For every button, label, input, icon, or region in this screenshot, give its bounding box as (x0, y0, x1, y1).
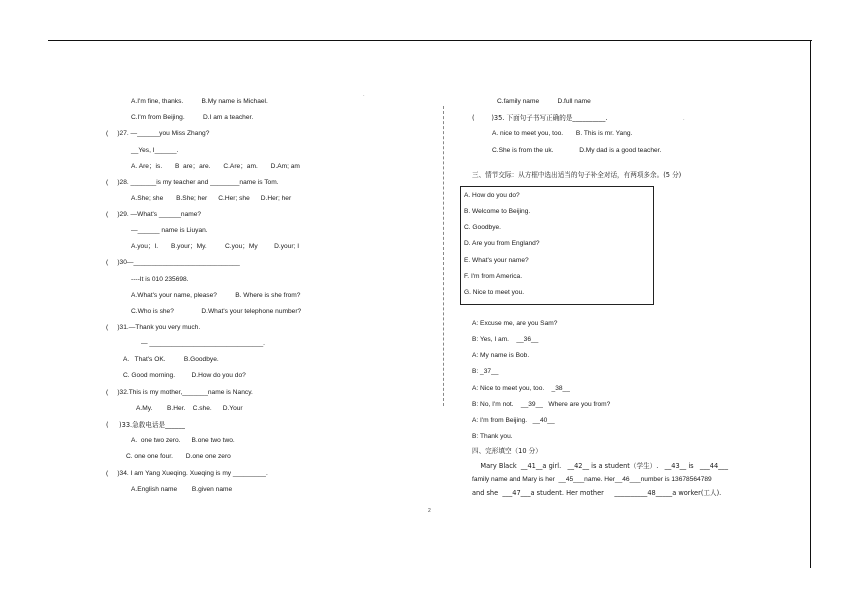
q27-response: __Yes, I______. (131, 147, 179, 154)
dialogue-line: A: I'm from Beijing. __40__ (472, 417, 555, 424)
scan-speck: · (363, 93, 365, 99)
question-28: ( )28. _______is my teacher and ________name is Tom. (106, 179, 279, 186)
question-35: ( )35. 下面句子书写正确的是__________. (472, 114, 608, 122)
dialogue-line: B: _37__ (472, 368, 499, 375)
q30-options-ab: A.What's your name, please? B. Where is she from? (131, 292, 301, 299)
q35-options-cd: C.She is from the uk. D.My dad is a good teacher. (492, 147, 662, 154)
page-top-border (48, 40, 812, 41)
page-right-border (810, 40, 811, 568)
q29-response: —______ name is Liuyan. (131, 227, 208, 234)
q31-options-ab: A. That's OK. B.Goodbye. (123, 356, 219, 363)
dialogue-line: B: No, I'm not. __39__ Where are you from? (472, 401, 611, 408)
q30-options-cd: C.Who is she? D.What's your telephone number? (131, 308, 302, 315)
question-31: ( )31.—Thank you very much. (106, 324, 201, 331)
box-option-a: A. How do you do? (464, 192, 520, 199)
question-30: ( )30—_____________________________ (106, 259, 240, 266)
cloze-line: family name and Mary is her __45___name. Her__46___number is 13678564789 (472, 476, 712, 483)
q35-options-ab: A. nice to meet you, too. B. This is mr. Yang. (492, 130, 633, 137)
dialogue-line: A: Excuse me, are you Sam? (472, 320, 558, 327)
q26-options-cd: C.I'm from Beijing. D.I am a teacher. (131, 114, 254, 121)
box-option-e: E. What's your name? (464, 257, 529, 264)
question-33: ( )33.急救电话是______ (106, 421, 185, 429)
cloze-line: and she ___47___a student. Her mother __________48_____a worker(工人). (472, 489, 722, 497)
box-option-f: F. I'm from America. (464, 273, 523, 280)
q29-options: A.you；I. B.your；My. C.you；My D.your; I (131, 243, 300, 250)
dialogue-line: A: Nice to meet you, too. _38__ (472, 385, 570, 392)
q26-options-ab: A.I'm fine, thanks. B.My name is Michael. (131, 98, 268, 105)
q31-options-cd: C. Good morning. D.How do you do? (123, 372, 246, 379)
question-32: ( )32.This is my mother,_______name is Nancy. (106, 389, 253, 396)
q28-options: A.She; she B.She; her C.Her; she D.Her; her (131, 195, 292, 202)
cloze-line: Mary Black __41__a girl. __42__ is a student（学生）. __43__ is ___44___ (472, 462, 729, 470)
section-three-heading: 三、情节交际：从方框中选出适当的句子补全对话，有两项多余。(5 分) (472, 171, 682, 179)
dialogue-line: A: My name is Bob. (472, 352, 530, 359)
box-option-d: D. Are you from England? (464, 240, 540, 247)
scan-speck: · (683, 117, 685, 123)
q30-response: ----It is 010 235698. (131, 276, 189, 283)
q33-options-ab: A. one two zero. B.one two two. (131, 437, 235, 444)
q27-options: A. Are；is. B are；are. C.Are；am. D.Am; am (131, 163, 300, 170)
q31-response: — _______________________________. (141, 340, 265, 347)
box-option-b: B. Welcome to Beijing. (464, 208, 531, 215)
q32-options: A.My. B.Her. C.she. D.Your (136, 405, 243, 412)
box-option-c: C. Goodbye. (464, 224, 502, 231)
dialogue-line: B: Thank you. (472, 433, 513, 440)
dialogue-line: B: Yes, I am. __36__ (472, 336, 539, 343)
page-number: 2 (428, 508, 431, 514)
q34-options-ab: A.English name B.given name (131, 486, 233, 493)
q34-options-cd: C.family name D.full name (497, 98, 591, 105)
box-option-g: G. Nice to meet you. (464, 289, 525, 296)
q33-options-cd: C. one one four. D.one one zero (126, 453, 231, 460)
question-27: ( )27. —______you Miss Zhang? (106, 130, 210, 137)
section-four-heading: 四、完形填空（10 分） (472, 447, 542, 455)
options-box (460, 186, 654, 305)
question-34: ( )34. I am Yang Xueqing. Xueqing is my _________. (106, 470, 268, 477)
question-29: ( )29. —What's ______name? (106, 211, 202, 218)
column-divider (443, 106, 444, 406)
